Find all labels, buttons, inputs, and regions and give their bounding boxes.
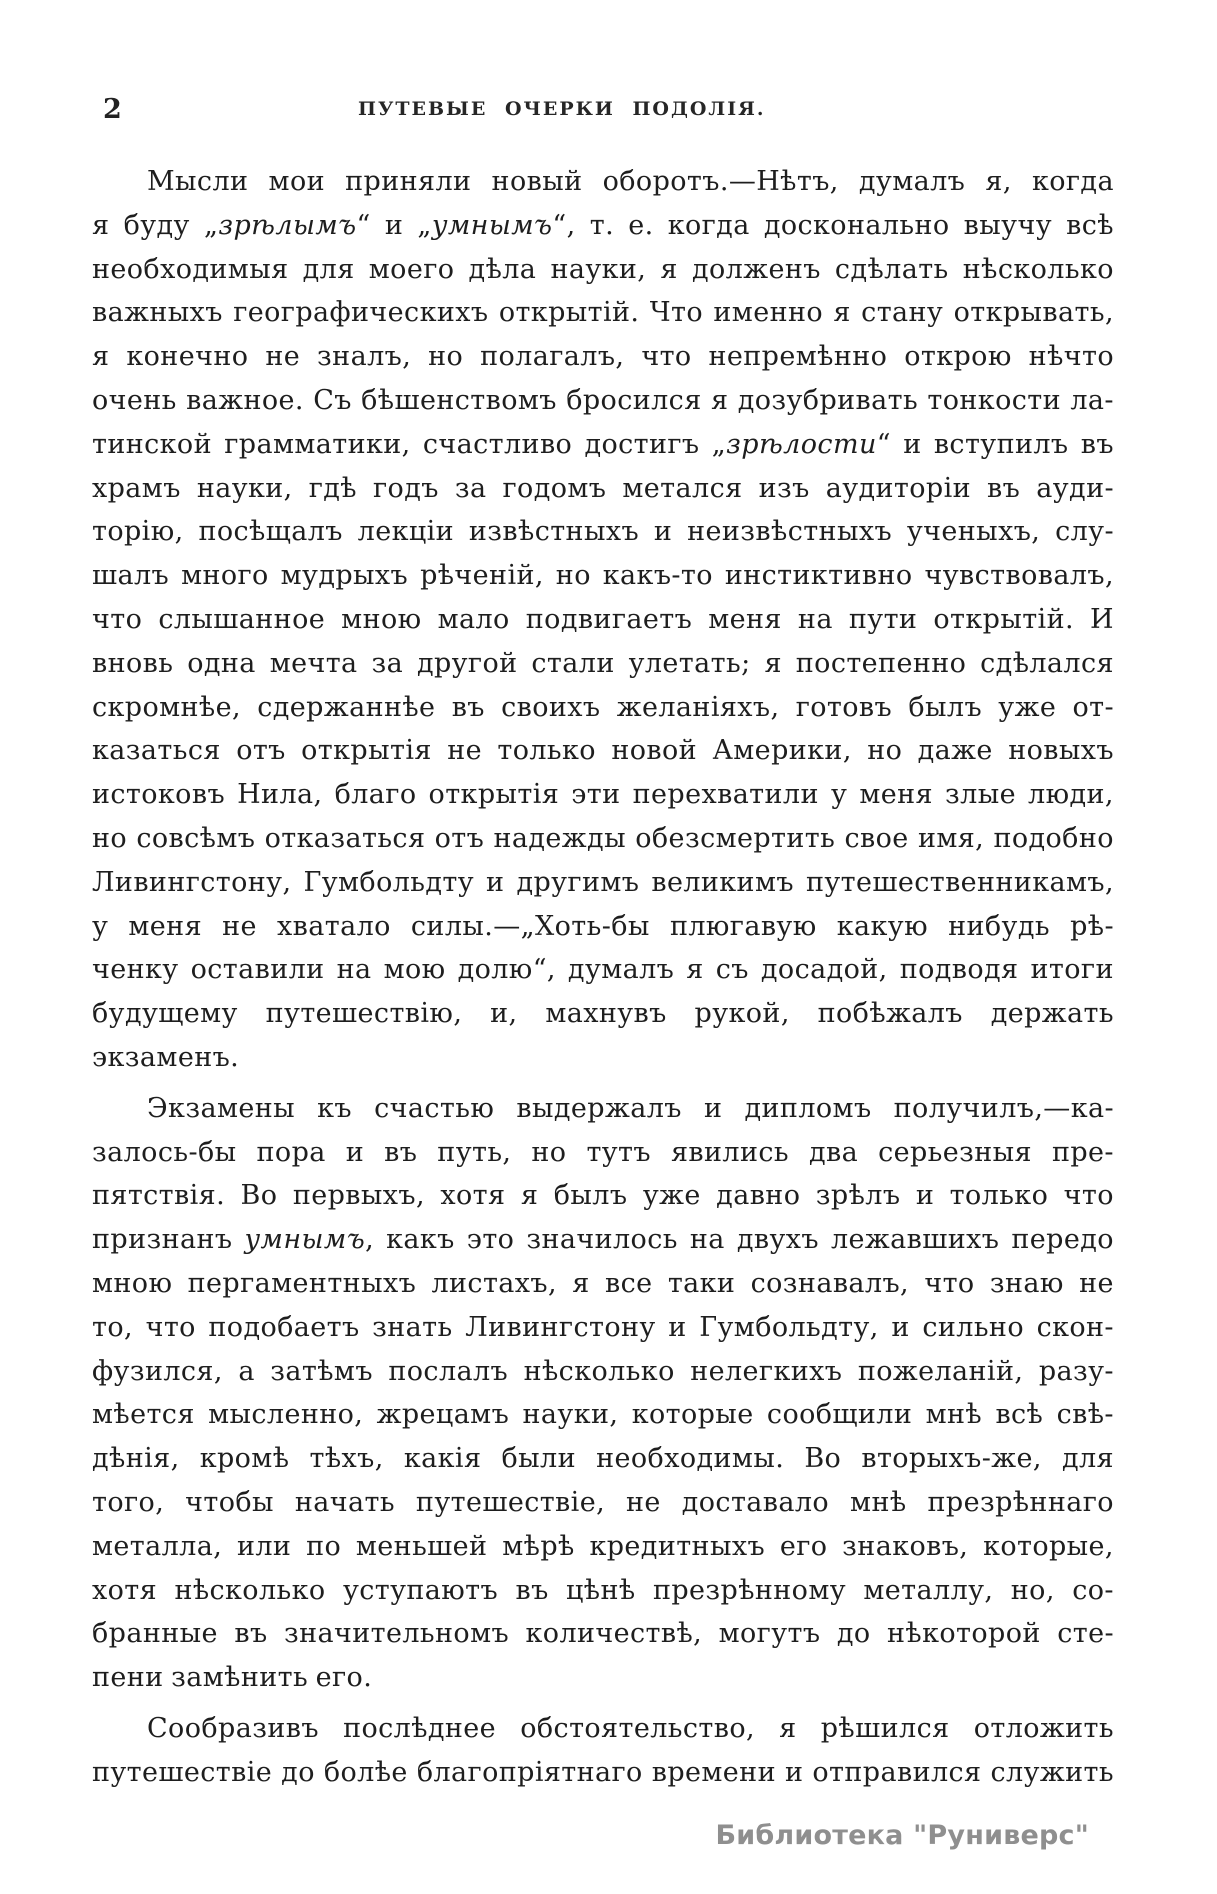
text-line: будущему путешествію, и, махнувъ рукой, побѣжалъ держать	[92, 998, 1114, 1030]
paragraph	[92, 1087, 1114, 1700]
text-line: Сообразивъ послѣднее обстоятельство, я рѣшился отложить	[147, 1712, 1114, 1744]
text-line: очень важное. Съ бѣшенствомъ бросился я дозубривать тонкости ла-	[92, 384, 1114, 416]
text-line: дѣнія, кромѣ тѣхъ, какія были необходимы. Во вторыхъ-же, для	[92, 1443, 1114, 1475]
text-line: вновь одна мечта за другой стали улетать; я постепенно сдѣлался	[92, 647, 1114, 679]
text-line: важныхъ географическихъ открытій. Что именно я стану открывать,	[92, 297, 1114, 329]
text-line: но совсѣмъ отказаться отъ надежды обезсмертить свое имя, подобно	[92, 822, 1114, 854]
text-line: залось-бы пора и въ путь, но тутъ явились два серьезныя пре-	[92, 1136, 1114, 1168]
text-line: я буду „зрѣлымъ“ и „умнымъ“, т. е. когда досконально выучу всѣ	[92, 209, 1114, 241]
text-line: шалъ много мудрыхъ рѣченій, но какъ-то инстиктивно чувствовалъ,	[92, 560, 1114, 592]
running-title: ПУТЕВЫЕ ОЧЕРКИ ПОДОЛІЯ.	[358, 98, 766, 120]
text-line: экзаменъ.	[92, 1041, 240, 1073]
text-line: храмъ науки, гдѣ годъ за годомъ метался изъ аудиторіи въ ауди-	[92, 472, 1114, 504]
library-watermark: Библиотека "Руниверс"	[715, 1820, 1089, 1851]
page-body	[92, 160, 1114, 1794]
text-line: Экзамены къ счастью выдержалъ и дипломъ получилъ,—ка-	[147, 1092, 1114, 1124]
page-header	[0, 92, 1217, 132]
text-line: тинской грамматики, счастливо достигъ „зрѣлости“ и вступилъ въ	[92, 428, 1114, 460]
text-line: бранные въ значительномъ количествѣ, могутъ до нѣкоторой сте-	[92, 1618, 1114, 1650]
paragraph	[92, 1707, 1114, 1795]
text-line: фузился, а затѣмъ послалъ нѣсколько нелегкихъ пожеланій, разу-	[92, 1355, 1114, 1387]
text-line: истоковъ Нила, благо открытія эти перехватили у меня злые люди,	[92, 779, 1114, 811]
text-line: путешествіе до болѣе благопріятнаго времени и отправился служить	[92, 1756, 1114, 1788]
text-line: признанъ умнымъ, какъ это значилось на двухъ лежавшихъ передо	[92, 1224, 1114, 1256]
text-line: торію, посѣщалъ лекціи извѣстныхъ и неизвѣстныхъ ученыхъ, слу-	[92, 516, 1114, 548]
text-line: казаться отъ открытія не только новой Америки, но даже новыхъ	[92, 735, 1114, 767]
text-line: того, чтобы начать путешествіе, не доставало мнѣ презрѣннаго	[92, 1486, 1114, 1518]
text-line: металла, или по меньшей мѣрѣ кредитныхъ его знаковъ, которые,	[92, 1530, 1114, 1562]
text-line: ченку оставили на мою долю“, думалъ я съ досадой, подводя итоги	[92, 954, 1114, 986]
text-line: я конечно не зналъ, но полагалъ, что непремѣнно открою нѣчто	[92, 341, 1114, 373]
text-line: у меня не хватало силы.—„Хоть-бы плюгавую какую нибудь рѣ-	[92, 910, 1114, 942]
text-line: то, что подобаетъ знать Ливингстону и Гумбольдту, и сильно скон-	[92, 1311, 1114, 1343]
text-line: мною пергаментныхъ листахъ, я все таки сознавалъ, что знаю не	[92, 1267, 1114, 1299]
text-line: хотя нѣсколько уступаютъ въ цѣнѣ презрѣнному металлу, но, со-	[92, 1574, 1114, 1606]
text-line: пени замѣнить его.	[92, 1662, 373, 1694]
text-line: мѣется мысленно, жрецамъ науки, которые сообщили мнѣ всѣ свѣ-	[92, 1399, 1114, 1431]
text-line: пятствія. Во первыхъ, хотя я былъ уже давно зрѣлъ и только что	[92, 1180, 1114, 1212]
text-line: необходимыя для моего дѣла науки, я долженъ сдѣлать нѣсколько	[92, 253, 1114, 285]
text-line: Ливингстону, Гумбольдту и другимъ великимъ путешественникамъ,	[92, 866, 1114, 898]
text-line: скромнѣе, сдержаннѣе въ своихъ желаніяхъ, готовъ былъ уже от-	[92, 691, 1114, 723]
text-line: Мысли мои приняли новый оборотъ.—Нѣтъ, думалъ я, когда	[147, 166, 1114, 197]
page-number: 2	[103, 94, 122, 125]
text-line: что слышанное мною мало подвигаетъ меня на пути открытій. И	[92, 603, 1114, 635]
paragraph	[92, 160, 1114, 1080]
